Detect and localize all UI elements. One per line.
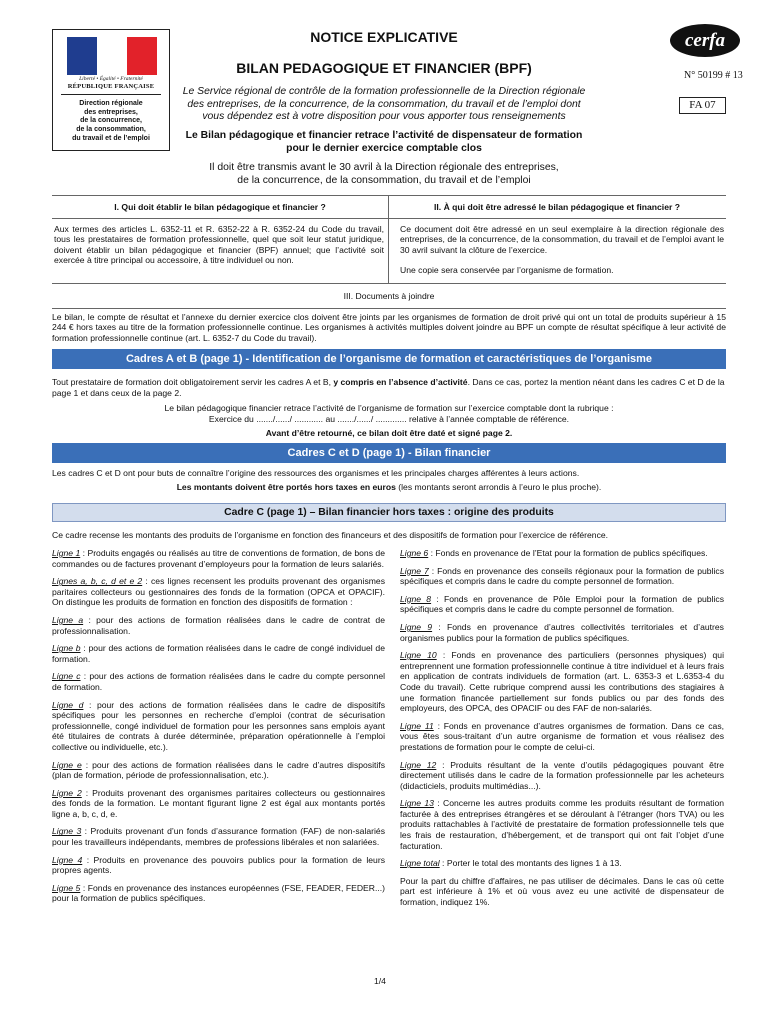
cadres-cd-p2-bold: Les montants doivent être portés hors taxes en euros <box>176 482 396 492</box>
line-label: Ligne 5 <box>52 882 81 893</box>
line-label: Ligne 6 <box>400 548 429 558</box>
line-text: : Fonds en provenance de l’Etat pour la formation de publics spécifiques. <box>428 548 708 558</box>
purpose-text: Le Bilan pédagogique et financier retrace l’activité de dispensateur de formation pour le dernier exercice comptable clos <box>185 130 583 154</box>
line-label: Ligne 11 <box>400 720 434 731</box>
line-label: Ligne 1 <box>52 548 81 558</box>
cadres-ab-exercise-line: Exercice du ......./....../ ............ au ......./....../ ............. relative à l’année comptable de référence. <box>208 414 570 424</box>
cadres-ab-p1-end: . Dans ce cas, portez la mention néant dans les cadres C et D de la page 1 et dans ceux de la page 2. <box>52 377 725 398</box>
line-text: : ces lignes recensent les produits provenant des organismes paritaires collecteurs ou gestionnaires des fonds de la formation (OPCA et OPACIF). On distingue les produits de formation en fonction des dispositifs de formation : <box>52 576 385 608</box>
line-text: : Produits résultant de la vente d’outils pédagogiques pouvant être directement utilisés dans le cadre de la formation professionnelle par les acheteurs (didacticiels, produits multimédias...). <box>400 759 724 791</box>
line-label: Ligne 8 <box>400 593 432 604</box>
republic-motto: Liberté • Égalité • Fraternité <box>79 76 143 82</box>
list-item <box>52 548 385 569</box>
cadres-ab-paragraph-2: Le bilan pédagogique financier retrace l’activité de l’organisme de formation sur l’exercice comptable dont la rubrique : <box>164 403 614 413</box>
table-top-rule <box>52 195 726 196</box>
line-label: Ligne 7 <box>400 565 429 576</box>
list-item <box>52 883 385 904</box>
form-number: N° 50199 # 13 <box>684 70 743 81</box>
line-text: : Fonds en provenance des instances européennes (FSE, FEADER, FEDER...) pour la formation de publics spécifiques. <box>52 882 386 904</box>
line-text: : pour des actions de formation réalisées dans le cadre du compte personnel de formation. <box>52 671 386 692</box>
table-section3-rule <box>52 308 726 309</box>
cadre-c-intro: Ce cadre recense les montants des produits de l’organisme en fonction des financeurs et des dispositifs de formation pour l’exercice de référence. <box>52 530 609 540</box>
cadres-ab-sign-note: Avant d’être retourné, ce bilan doit être daté et signé page 2. <box>265 428 513 438</box>
list-item <box>400 650 724 714</box>
cadres-cd-paragraph-2 <box>52 482 726 493</box>
list-item <box>400 876 724 908</box>
list-item <box>400 760 724 792</box>
list-item <box>52 643 385 664</box>
line-label: Ligne 2 <box>52 787 82 798</box>
line-label: Ligne c <box>52 671 81 682</box>
section1-body: Aux termes des articles L. 6352-11 et R. 6352-22 à R. 6352-24 du Code du travail, tous les prestataires de formation professionnelle, quel que soit leur statut juridique, doivent établir un bilan pédagogique et financier (BPF) annuel; que l’activité soit exercée à titre principal ou accessoire, à titre individuel ou non. <box>54 224 384 266</box>
section2-body: Ce document doit être adressé en un seul exemplaire à la direction régionale des entreprises, de la concurrence, de la consommation, du travail et de l’emploi avant le 30 avril suivant la clôture de l’exercice. <box>400 224 724 255</box>
cadres-cd-paragraph-1: Les cadres C et D ont pour buts de connaître l’origine des ressources des organismes et les principales charges afférentes à leurs actions. <box>52 468 580 478</box>
line-label: Ligne 10 <box>400 650 437 661</box>
table-mid-rule <box>52 283 726 284</box>
line-label: Ligne d <box>52 699 84 710</box>
list-item <box>52 788 385 820</box>
line-label: Ligne total <box>400 858 440 869</box>
left-column-list <box>52 548 385 904</box>
intro-text: Le Service régional de contrôle de la formation professionnelle de la Direction régionale des entreprises, de la concurrence, de la consommation, du travail et de l’emploi dont vous dépendez est à votre disposition pour vous apporter tous renseignements <box>182 86 586 122</box>
flag-blue-band <box>67 37 97 75</box>
page-subtitle: BILAN PEDAGOGIQUE ET FINANCIER (BPF) <box>236 60 532 76</box>
line-label: Ligne 4 <box>52 854 83 865</box>
line-text: : pour des actions de formation réalisées dans le cadre de contrat de professionnalisation. <box>52 614 385 636</box>
cadres-ab-paragraph-1 <box>52 377 726 398</box>
list-item <box>52 700 385 753</box>
list-item <box>400 721 724 753</box>
cadre-c-bar: Cadre C (page 1) – Bilan financier hors taxes : origine des produits <box>52 503 726 522</box>
list-item <box>400 566 724 587</box>
line-text: : Produits provenant d’un fonds d’assurance formation (FAF) de non-salariés pour les travailleurs indépendants, membres de professions libérales et non salariées. <box>52 826 385 848</box>
form-code-box: FA 07 <box>679 97 726 114</box>
cadres-ab-p1-start: Tout prestataire de formation doit obligatoirement servir les cadres A et B, <box>52 377 334 387</box>
line-text: : Fonds en provenance des particuliers (personnes physiques) qui entreprennent une formation professionnelle continue à titre individuel et à leurs frais en application de contrats individuels de formation (art. L. 6353-3 et L.6353-4 du Code du travail). Cette rubrique comprend aussi les contributions des stagiaires à une formation financée partiellement sur fonds publics ou par des fonds des employeurs, des OPCA, des OPACIF ou des FAF de non-salariés. <box>400 650 724 714</box>
section3-body: Le bilan, le compte de résultat et l’annexe du dernier exercice clos doivent être joints par les organismes de formation de droit privé qui ont un total de produits supérieur à 15 244 € hors taxes au titre de la formation professionnelle continue. Les organismes à activités multiples doivent joindre au BPF un compte de résultat spécifique à leur activité de formation professionnelle continue (art. L. 6352-7 du Code du travail). <box>52 312 726 343</box>
cadres-ab-bar: Cadres A et B (page 1) - Identification de l’organisme de formation et caractéristiques de l’organisme <box>52 349 726 369</box>
list-item <box>400 622 724 643</box>
list-item <box>52 760 385 781</box>
section2-note: Une copie sera conservée par l’organisme de formation. <box>400 265 614 275</box>
line-label: Ligne 13 <box>400 798 434 809</box>
line-text: : pour des actions de formation réalisées dans le cadre de congé individuel de formation. <box>52 643 385 664</box>
section3-title: III. Documents à joindre <box>343 291 435 301</box>
line-text: : Porter le total des montants des lignes 1 à 13. <box>439 858 622 869</box>
line-text: : pour des actions de formation réalisées dans le cadre d’autres dispositifs (plan de formation, période de professionnalisation, etc.). <box>52 759 385 781</box>
line-text: : Produits provenant des organismes paritaires collecteurs ou gestionnaires des fonds de la formation. Le montant figurant ligne 2 est égal aux montants portés ligne a, b, c, d, e. <box>52 787 385 819</box>
flag-white-band <box>97 37 127 75</box>
republique-logo-box <box>52 29 170 151</box>
list-item <box>400 858 724 869</box>
line-text: : Fonds en provenance de Pôle Emploi pour la formation de publics spécifiques et compris dans le cadre du compte personnel de formation. <box>400 593 724 615</box>
page-number: 1/4 <box>374 976 386 986</box>
line-label: Lignes a, b, c, d et e 2 <box>52 576 143 587</box>
page-title: NOTICE EXPLICATIVE <box>310 29 458 45</box>
list-item <box>52 826 385 847</box>
list-item <box>400 594 724 615</box>
list-item <box>52 576 385 608</box>
line-text: : Fonds en provenance des conseils régionaux pour la formation de publics spécifiques et compris dans le cadre du compte personnel de formation. <box>400 565 724 587</box>
list-item <box>52 671 385 692</box>
line-label: Ligne 12 <box>400 759 437 770</box>
right-column-list <box>400 548 724 908</box>
line-text: : Produits en provenance des pouvoirs publics pour la formation de leurs propres agents. <box>52 854 385 876</box>
cadres-ab-p1-bold: y compris en l’absence d’activité <box>333 377 468 387</box>
deadline-text: Il doit être transmis avant le 30 avril à la Direction régionale des entreprises, de la concurrence, de la consommation, du travail et de l’emploi <box>209 162 559 186</box>
line-text: : pour des actions de formation réalisées dans le cadre de dispositifs spécifiques pour les personnes en recherche d’emploi (contrat de sécurisation professionnelle, congé individuel de formation pour les personnes sans emplois ayant été titulaires de contrats à durée déterminée, préparation opérationnelle à l’emploi collective ou individuelle, etc.). <box>52 699 385 752</box>
line-label: Ligne e <box>52 759 82 770</box>
line-text: : Fonds en provenance d’autres organismes de formation. Dans ce cas, vous êtes sous-traitant d’un autre organisme de formation et vous réalisez des prestations de formation pour le compte de celui-ci. <box>400 720 725 752</box>
line-label: Ligne a <box>52 614 84 625</box>
marianne-logo <box>67 37 157 75</box>
line-label: Ligne 9 <box>400 621 433 632</box>
list-item <box>52 855 385 876</box>
line-text: : Fonds en provenance d’autres collectivités territoriales et d’autres organismes publics pour la formation de publics spécifiques. <box>400 621 724 643</box>
list-item <box>400 798 724 851</box>
line-label: Ligne 3 <box>52 826 82 837</box>
logo-divider <box>61 94 161 95</box>
line-text: Pour la part du chiffre d’affaires, ne pas utiliser de décimales. Dans le cas où cette part est inférieure à 1% et où vous avez eu une activité de dispensateur de formation, indiquez 1%. <box>400 875 724 908</box>
line-text: : Produits engagés ou réalisés au titre de conventions de formation, de bons de commandes ou de factures provenant d’employeurs pour la formation de leurs salariés. <box>52 548 385 569</box>
table-header-rule <box>52 218 726 219</box>
direction-regionale-label: Direction régionale des entreprises, de la concurrence, de la consommation, du travail et de l’emploi <box>72 100 150 142</box>
flag-red-band <box>127 37 157 75</box>
cadres-cd-p2-end: (les montants seront arrondis à l’euro le plus proche). <box>395 482 602 492</box>
list-item <box>400 548 724 559</box>
section1-title: I. Qui doit établir le bilan pédagogique et financier ? <box>114 202 326 212</box>
list-item <box>52 615 385 636</box>
line-label: Ligne b <box>52 643 81 654</box>
section2-title: II. À qui doit être adressé le bilan pédagogique et financier ? <box>434 202 680 212</box>
line-text: : Concerne les autres produits comme les produits résultant de formation facturée à des entreprises étrangères et se déroulant à l’étranger (hors TVA) ou les produits rattachables à l’activité de prestataire de formation professionnelle tels que les frais de restauration, d’hébergement, et de transport qui ont fait l’objet d’une facturation. <box>400 798 724 851</box>
cadres-cd-bar: Cadres C et D (page 1) - Bilan financier <box>52 443 726 463</box>
cerfa-logo: cerfa <box>670 24 740 57</box>
republique-francaise-label: RÉPUBLIQUE FRANÇAISE <box>67 83 155 90</box>
